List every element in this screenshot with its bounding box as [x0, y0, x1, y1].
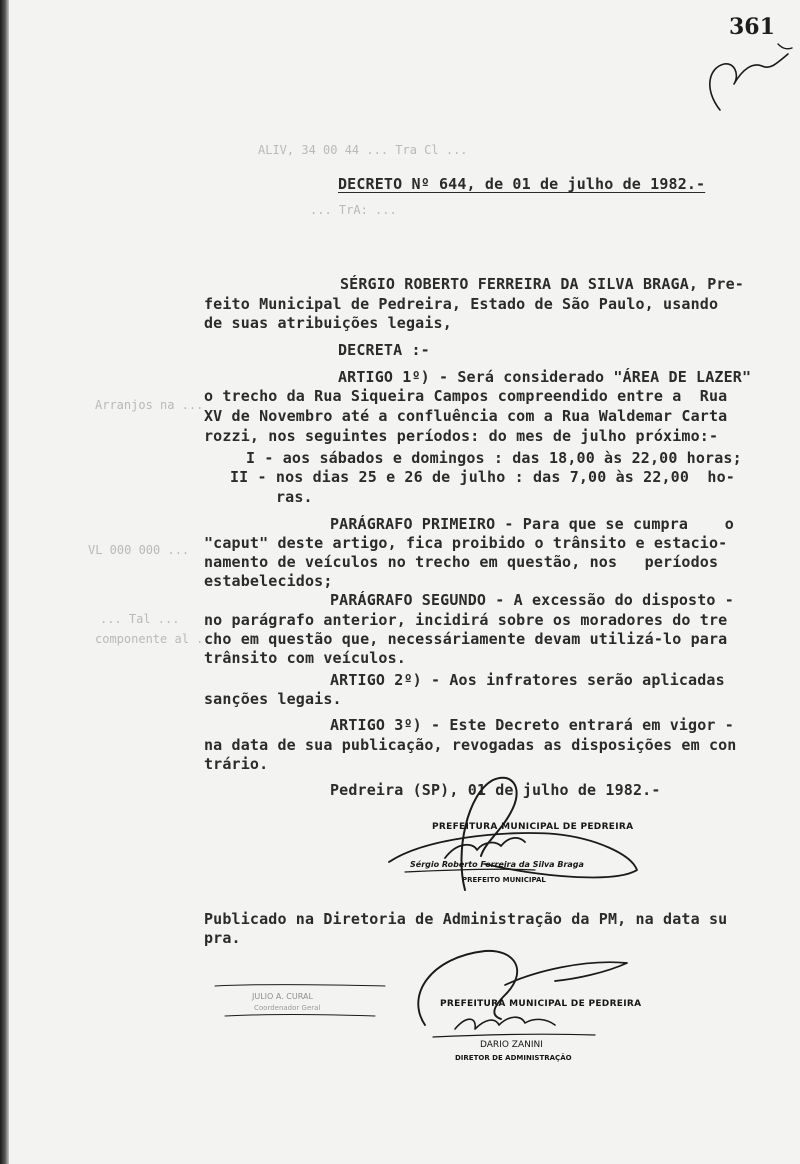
text-line: DECRETA :-	[338, 341, 430, 359]
text-line: pra.	[204, 929, 241, 947]
text-line: SÉRGIO ROBERTO FERREIRA DA SILVA BRAGA, Pre-	[340, 275, 744, 293]
text-line: Pedreira (SP), 01 de julho de 1982.-	[330, 781, 661, 799]
text-line: "caput" deste artigo, fica proibido o trânsito e estacio-	[204, 534, 728, 552]
text-line: o trecho da Rua Siqueira Campos compreendido entre a Rua	[204, 387, 728, 405]
text-line: ARTIGO 3º) - Este Decreto entrará em vigor -	[330, 716, 734, 734]
text-line: PARÁGRAFO SEGUNDO - A excessão do disposto -	[330, 591, 734, 609]
director-stamp-name: DARIO ZANINI	[480, 1040, 543, 1050]
text-line: ras.	[276, 488, 313, 506]
text-line: no parágrafo anterior, incidirá sobre os moradores do tre	[204, 611, 728, 629]
text-line: namento de veículos no trecho em questão, nos períodos	[204, 553, 719, 571]
text-line: I - aos sábados e domingos : das 18,00 às 22,00 horas;	[246, 449, 742, 467]
ghost-text: componente al ...	[95, 632, 218, 646]
text-line: rozzi, nos seguintes períodos: do mes de julho próximo:-	[204, 427, 719, 445]
ghost-text: Arranjos na ...	[95, 398, 204, 412]
text-line: estabelecidos;	[204, 572, 333, 590]
page-number-mark	[690, 40, 800, 120]
director-stamp-role: DIRETOR DE ADMINISTRAÇÃO	[455, 1054, 572, 1062]
text-line: PARÁGRAFO PRIMEIRO - Para que se cumpra o	[330, 515, 734, 533]
ghost-text: ALIV, 34 00 44 ... Tra Cl ...	[258, 143, 468, 157]
faint-stamp-line1: JULIO A. CURAL	[252, 992, 313, 1001]
page-number: 361	[729, 14, 775, 40]
decree-title-text: DECRETO Nº 644, de 01 de julho de 1982.-	[338, 175, 706, 193]
text-line: cho em questão que, necessáriamente devam utilizá-lo para	[204, 630, 728, 648]
faint-stamp-line2: Coordenador Geral	[254, 1004, 321, 1012]
text-line: ARTIGO 1º) - Será considerado "ÁREA DE LAZER"	[338, 368, 752, 386]
text-line: sanções legais.	[204, 690, 342, 708]
ghost-text: ... Tal ...	[100, 612, 180, 626]
ghost-text: VL 000 000 ...	[88, 543, 190, 557]
text-line: II - nos dias 25 e 26 de julho : das 7,00 às 22,00 ho-	[230, 468, 735, 486]
scan-edge-shadow	[0, 0, 9, 1164]
text-line: XV de Novembro até a confluência com a Rua Waldemar Carta	[204, 407, 728, 425]
ghost-text: ... TrA: ...	[310, 203, 397, 217]
mayor-stamp-role: PREFEITO MUNICIPAL	[462, 876, 546, 884]
text-line: trário.	[204, 755, 269, 773]
text-line: trânsito com veículos.	[204, 649, 406, 667]
text-line: Publicado na Diretoria de Administração da PM, na data su	[204, 910, 728, 928]
text-line: na data de sua publicação, revogadas as disposições em con	[204, 736, 737, 754]
mayor-signature	[385, 772, 645, 892]
text-line: feito Municipal de Pedreira, Estado de São Paulo, usando	[204, 295, 719, 313]
decree-title	[338, 175, 705, 193]
director-signature	[405, 945, 645, 1050]
director-stamp-header: PREFEITURA MUNICIPAL DE PEDREIRA	[440, 999, 642, 1009]
text-line: de suas atribuições legais,	[204, 314, 452, 332]
mayor-stamp-header: PREFEITURA MUNICIPAL DE PEDREIRA	[432, 822, 634, 832]
text-line: ARTIGO 2º) - Aos infratores serão aplicadas	[330, 671, 725, 689]
mayor-stamp-name: Sérgio Roberto Ferreira da Silva Braga	[410, 860, 584, 869]
